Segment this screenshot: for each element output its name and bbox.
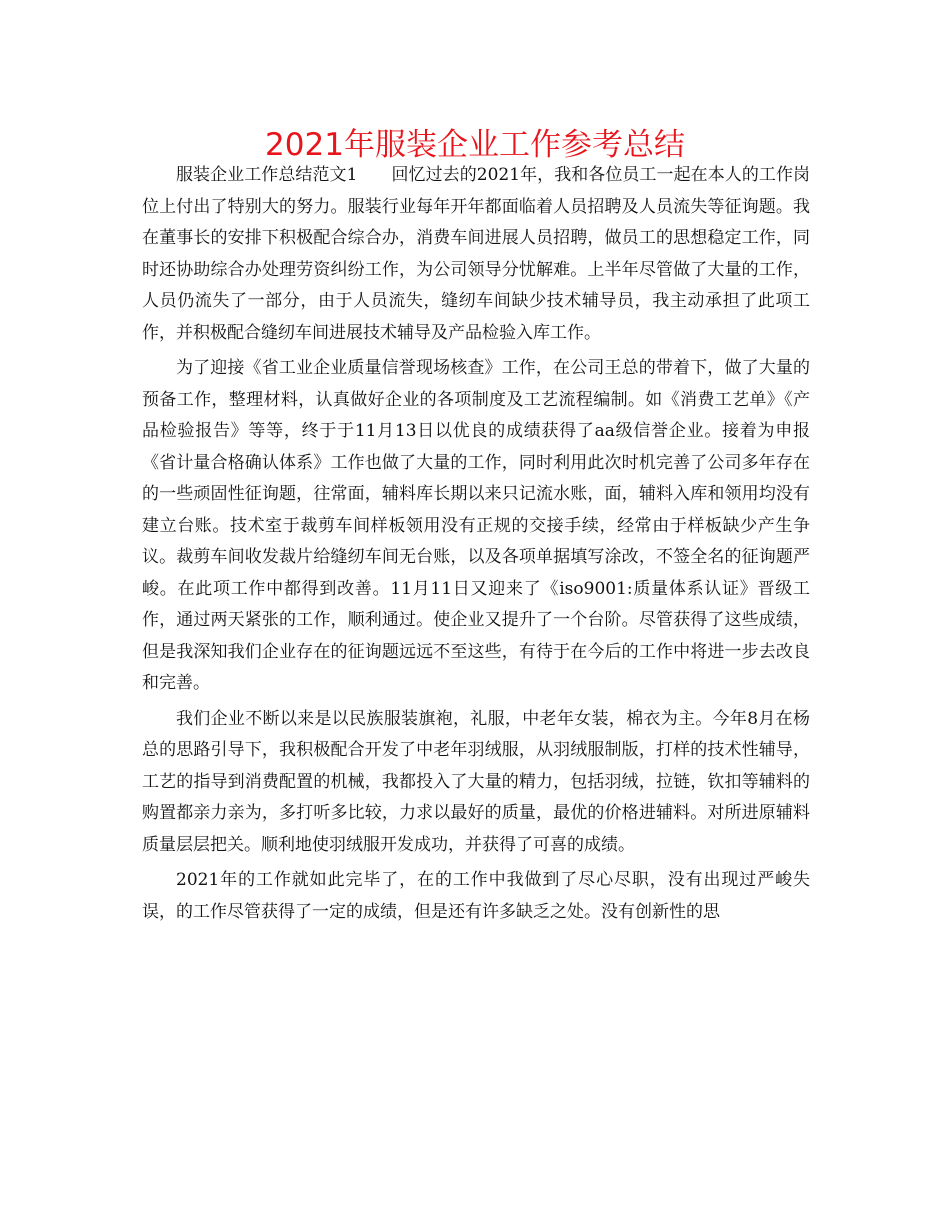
document-body (142, 160, 810, 932)
paragraph-lead: 服装企业工作总结范文1 (176, 165, 358, 185)
paragraph-2: 为了迎接《省工业企业质量信誉现场核查》工作，在公司王总的带着下，做了大量的预备工作，整理材料，认真做好企业的各项制度及工艺流程编制。如《消费工艺单》《产品检验报告》等等，终于于11月13日以优良的成绩获得了aa级信誉企业。接着为申报《省计量合格确认体系》工作也做了大量的工作，同时利用此次时机完善了公司多年存在的一些顽固性征询题，往常面，辅料库长期以来只记流水账，面，辅料入库和领用均没有建立台账。技术室于裁剪车间样板领用没有正规的交接手续，经常由于样板缺少产生争议。裁剪车间收发裁片给缝纫车间无台账，以及各项单据填写涂改，不签全名的征询题严峻。在此项工作中都得到改善。11月11日又迎来了《iso9001:质量体系认证》晋级工作，通过两天紧张的工作，顺利通过。使企业又提升了一个台阶。尽管获得了这些成绩，但是我深知我们企业存在的征询题远远不至这些，有待于在今后的工作中将进一步去改良和完善。 (142, 358, 810, 693)
paragraph-3: 我们企业不断以来是以民族服装旗袍，礼服，中老年女装，棉衣为主。今年8月在杨总的思路引导下，我积极配合开发了中老年羽绒服，从羽绒服制版，打样的技术性辅导，工艺的指导到消费配置的机械，我都投入了大量的精力，包括羽绒，拉链，钦扣等辅料的购置都亲力亲为，多打听多比较，力求以最好的质量，最优的价格进辅料。对所进原辅料质量层层把关。顺利地使羽绒服开发成功，并获得了可喜的成绩。 (142, 708, 810, 855)
document-title: 2021年服装企业工作参考总结 (265, 127, 685, 163)
paragraph-4: 2021年的工作就如此完毕了，在的工作中我做到了尽心尽职，没有出现过严峻失误，的工作尽管获得了一定的成绩，但是还有许多缺乏之处。没有创新性的思 (142, 870, 810, 922)
paragraph-text: 回忆过去的2021年，我和各位员工一起在本人的工作岗位上付出了特别大的努力。服装行业每年开年都面临着人员招聘及人员流失等征询题。我在董事长的安排下积极配合综合办，消费车间进展人员招聘，做员工的思想稳定工作，同时还协助综合办处理劳资纠纷工作，为公司领导分忧解难。上半年尽管做了大量的工作，人员仍流失了一部分，由于人员流失，缝纫车间缺少技术辅导员，我主动承担了此项工作，并积极配合缝纫车间进展技术辅导及产品检验入库工作。 (142, 165, 810, 343)
paragraph-1 (142, 160, 810, 349)
